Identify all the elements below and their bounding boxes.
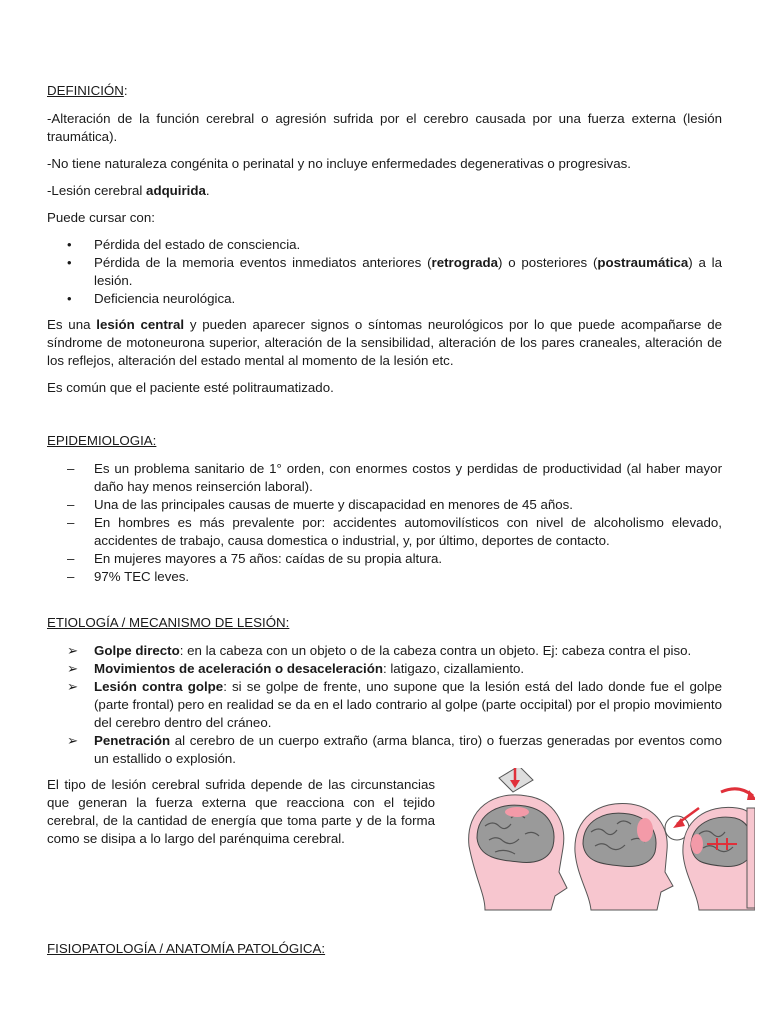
list-item <box>47 732 722 768</box>
etiologia-paragraph-block <box>47 776 722 936</box>
bullet-icon: • <box>67 291 72 306</box>
p5-text-end: y pueden aparecer signos o síntomas neurológicos por lo que puede acompañarse de síndrome de motoneurona superior, alteración de la sensibilidad, alteración de los pares craneales, alteración de los reflejos, alteración del estado mental al momento de la lesión etc. <box>47 317 722 368</box>
dash-icon: – <box>67 515 75 530</box>
epidemiologia-list <box>47 460 722 586</box>
list-item <box>47 290 722 308</box>
heading-definicion-text: DEFINICIÓN <box>47 83 124 98</box>
definicion-paragraph-5 <box>47 316 722 370</box>
heading-fisiopatologia: FISIOPATOLOGÍA / ANATOMÍA PATOLÓGICA: <box>47 941 326 956</box>
definicion-paragraph-3 <box>47 182 722 200</box>
heading-definicion-colon: : <box>123 83 128 98</box>
list-item-text: Una de las principales causas de muerte y discapacidad en menores de 45 años. <box>94 497 573 512</box>
etiologia-paragraph: El tipo de lesión cerebral sufrida depende de las circunstancias que generan la fuerza externa que reacciona con el tejido cerebral, de la cantidad de energía que toma parte y de la forma como se disipa a lo largo del parénquima cerebral. <box>47 777 435 846</box>
list-item-text: al cerebro de un cuerpo extraño (arma blanca, tiro) o fuerzas generadas por eventos como un estallido o explosión. <box>94 733 722 766</box>
dash-icon: – <box>67 569 75 584</box>
bullet-icon: • <box>67 237 72 252</box>
p3-end: . <box>205 183 210 198</box>
list-item-text: Deficiencia neurológica. <box>94 291 236 306</box>
list-item-bold: retrograda <box>431 255 499 270</box>
arrow-bullet-icon: ➢ <box>67 679 79 694</box>
head-acceleration-figure <box>575 803 699 910</box>
list-item-bold: Penetración <box>94 733 171 748</box>
list-item-text: ) a la lesión. <box>94 255 722 288</box>
list-item <box>47 642 722 660</box>
list-item-text: 97% TEC leves. <box>94 569 190 584</box>
definicion-paragraph-1: -Alteración de la función cerebral o agresión sufrida por el cerebro causada por una fuerza externa (lesión traumática). <box>47 111 722 144</box>
list-item <box>47 236 722 254</box>
list-item <box>47 514 722 550</box>
etiologia-list <box>47 642 722 768</box>
definicion-paragraph-4: Puede cursar con: <box>47 210 155 225</box>
definicion-paragraph-2: -No tiene naturaleza congénita o perinatal y no incluye enfermedades degenerativas o progresivas. <box>47 156 631 171</box>
list-item-bold: Movimientos de aceleración o desaceleración <box>94 661 383 676</box>
heading-epidemiologia: EPIDEMIOLOGIA: <box>47 433 157 448</box>
list-item <box>47 460 722 496</box>
head-direct-blow-figure <box>469 768 567 910</box>
heading-etiologia: ETIOLOGÍA / MECANISMO DE LESIÓN: <box>47 615 290 630</box>
p3-bold: adquirida <box>146 183 206 198</box>
bullet-icon: • <box>67 255 72 270</box>
list-item <box>47 660 722 678</box>
list-item-text: Pérdida del estado de consciencia. <box>94 237 301 252</box>
list-item-text: : latigazo, cizallamiento. <box>382 661 525 676</box>
dash-icon: – <box>67 551 75 566</box>
list-item-text: Es un problema sanitario de 1° orden, con enormes costos y perdidas de productividad (al haber mayor daño hay menos reinserción laboral). <box>94 461 722 494</box>
arrow-bullet-icon: ➢ <box>67 661 79 676</box>
list-item <box>47 254 722 290</box>
heading-definicion <box>47 82 722 100</box>
arrow-bullet-icon: ➢ <box>67 643 79 658</box>
list-item-text: ) o posteriores ( <box>498 255 598 270</box>
list-item-bold: postraumática <box>597 255 689 270</box>
p3-text: -Lesión cerebral <box>47 183 147 198</box>
p5-bold: lesión central <box>96 317 185 332</box>
document-content <box>47 82 722 968</box>
list-item-text: En hombres es más prevalente por: accidentes automovilísticos con nivel de alcoholismo elevado, accidentes de trabajo, causa domestica o industrial, y, por último, deportes de contacto. <box>94 515 722 548</box>
arrow-bullet-icon: ➢ <box>67 733 79 748</box>
list-item-bold: Lesión contra golpe <box>94 679 224 694</box>
definicion-bullet-list <box>47 236 722 308</box>
list-item-text: En mujeres mayores a 75 años: caídas de su propia altura. <box>94 551 443 566</box>
list-item-text: Pérdida de la memoria eventos inmediatos anteriores ( <box>94 255 432 270</box>
list-item <box>47 678 722 732</box>
dash-icon: – <box>67 497 75 512</box>
definicion-paragraph-6: Es común que el paciente esté politraumatizado. <box>47 380 334 395</box>
list-item <box>47 496 722 514</box>
list-item <box>47 550 722 568</box>
list-item-text: : en la cabeza con un objeto o de la cabeza contra un objeto. Ej: cabeza contra el piso. <box>179 643 692 658</box>
head-contrecoup-figure <box>683 789 755 910</box>
dash-icon: – <box>67 461 75 476</box>
list-item-text: : si se golpe de frente, uno supone que la lesión está del lado donde fue el golpe (parte frontal) pero en realidad se da en el lado contrario al golpe (parte occipital) por el propio movimiento del cerebro dentro del cráneo. <box>94 679 722 730</box>
p5-text: Es una <box>47 317 97 332</box>
list-item <box>47 568 722 586</box>
brain-injury-illustration <box>455 768 755 918</box>
list-item-bold: Golpe directo <box>94 643 180 658</box>
